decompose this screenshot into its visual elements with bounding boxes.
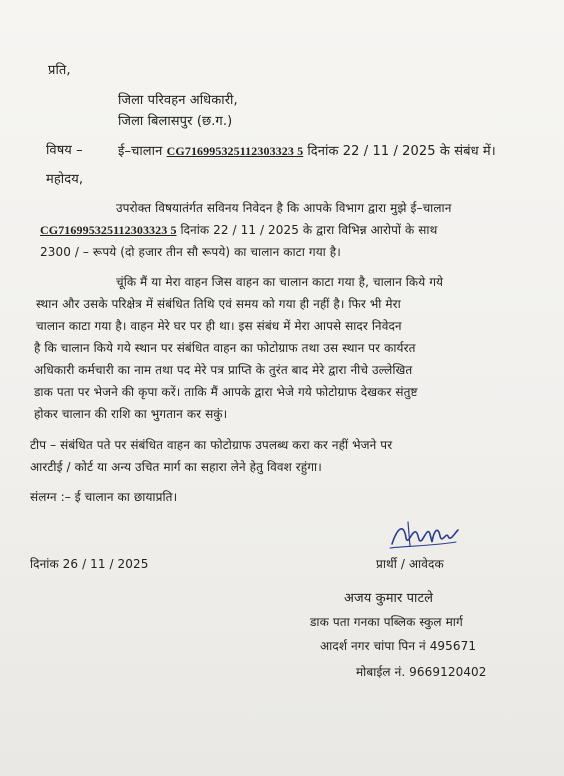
date-line: दिनांक 26 / 11 / 2025 xyxy=(30,557,149,571)
para1-challan-number: CG716995325112303323 5 xyxy=(40,223,177,237)
para1-line-2 xyxy=(40,222,526,238)
para2-line-7: होकर चालान की राशि का भुगतान कर सकुं। xyxy=(34,407,228,421)
signature-image xyxy=(386,516,466,556)
para1-line-1: उपरोक्त विषयातंर्गत सविनय निवेदन है कि आपके विभाग द्वारा मुझे ई–चालान xyxy=(116,201,452,215)
salutation: महोदय, xyxy=(46,172,84,187)
sender-name: अजय कुमार पाटले xyxy=(344,591,434,606)
recipient-line-2: जिला बिलासपुर (छ.ग.) xyxy=(118,114,233,129)
note-line-1: टीप – संबंधित पते पर संबंधित वाहन का फोटोग्राफ उपलब्ध करा कर नहीं भेजने पर xyxy=(30,438,393,452)
sender-address-2: आदर्श नगर चांपा पिन नं 495671 xyxy=(320,639,477,653)
sender-address-1: डाक पता गनका पब्लिक स्कुल मार्ग xyxy=(310,615,463,629)
para2-line-3: चालान काटा गया है। वाहन मेरे घर पर ही था। इस संबंध में मेरा आपसे सादर निवेदन xyxy=(36,319,402,333)
note-line-2: आरटीई / कोर्ट या अन्य उचित मार्ग का सहारा लेने हेतु विवश रहुंगा। xyxy=(30,460,322,474)
subject-suffix: दिनांक 22 / 11 / 2025 के संबंध में। xyxy=(307,144,496,159)
para2-line-2: स्थान और उसके परिक्षेत्र में संबंधित तिथि एवं समय को गया ही नहीं है। फिर भी मेरा xyxy=(36,297,401,311)
sender-mobile: मोबाईल नं. 9669120402 xyxy=(356,665,487,679)
para2-line-5: अधिकारी कर्मचारी का नाम तथा पद मेरे पत्र प्राप्ति के तुरंत बाद मेरे द्वारा नीचे उल्लेखित xyxy=(34,363,413,377)
attachment-line: संलग्न :– ई चालान का छायाप्रति। xyxy=(30,490,178,504)
para2-line-4: है कि चालान किये गये स्थान पर संबंधित वाहन का फोटोग्राफ तथा उस स्थान पर कार्यरत xyxy=(34,341,416,355)
recipient-line-1: जिला परिवहन अधिकारी, xyxy=(118,93,238,108)
para2-line-6: डाक पता पर भेजने की कृपा करें। ताकि मैं आपके द्वारा भेजे गये फोटोग्राफ देखकर संतुष्ट xyxy=(34,385,418,399)
subject-prefix: ई–चालान xyxy=(118,144,163,159)
para1-line-3: 2300 / – रूपये (दो हजार तीन सौ रूपये) का चालान काटा गया है। xyxy=(40,245,341,259)
subject-label: विषय – xyxy=(46,143,83,158)
applicant-label: प्रार्थी / आवेदक xyxy=(376,557,444,571)
subject-line xyxy=(118,143,528,160)
para1-line-2-rest: दिनांक 22 / 11 / 2025 के द्वारा विभिन्न आरोपों के साथ xyxy=(180,223,438,237)
para2-line-1: चूंकि मैं या मेरा वाहन जिस वाहन का चालान काटा गया है, चालान किये गये xyxy=(116,275,444,289)
prati-label: प्रति, xyxy=(48,63,71,78)
subject-challan-number: CG716995325112303323 5 xyxy=(166,144,304,158)
